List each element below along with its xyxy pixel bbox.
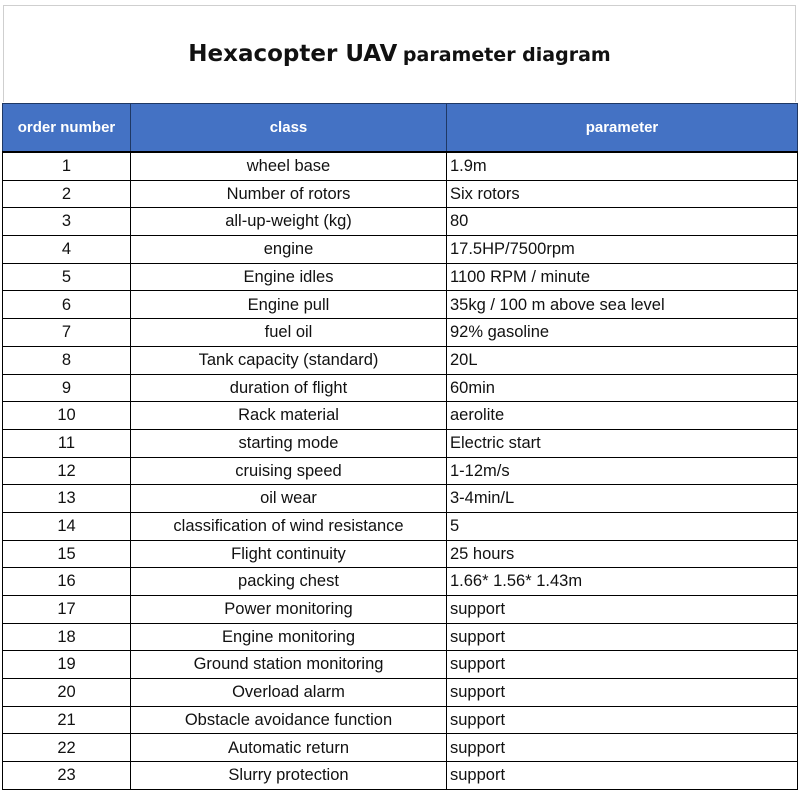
table-row [3,457,798,485]
parameter-cell: support [447,651,798,679]
class-cell: Tank capacity (standard) [131,346,447,374]
table-row [3,402,798,430]
parameter-cell: 20L [447,346,798,374]
parameter-cell: 5 [447,512,798,540]
order-number-cell: 22 [3,734,131,762]
table-row [3,236,798,264]
header-class: class [131,104,447,153]
table-body [3,152,798,789]
class-cell: packing chest [131,568,447,596]
header-parameter: parameter [447,104,798,153]
order-number-cell: 9 [3,374,131,402]
class-cell: Ground station monitoring [131,651,447,679]
parameter-cell: Six rotors [447,180,798,208]
class-cell: oil wear [131,485,447,513]
class-cell: Power monitoring [131,596,447,624]
table-row [3,706,798,734]
order-number-cell: 8 [3,346,131,374]
table-row [3,512,798,540]
parameter-cell: 92% gasoline [447,319,798,347]
table-row [3,762,798,790]
table-row [3,679,798,707]
class-cell: Obstacle avoidance function [131,706,447,734]
order-number-cell: 15 [3,540,131,568]
table-row [3,540,798,568]
parameter-cell: 3-4min/L [447,485,798,513]
parameter-cell: support [447,706,798,734]
order-number-cell: 12 [3,457,131,485]
parameter-cell: aerolite [447,402,798,430]
table-row [3,596,798,624]
table-row [3,374,798,402]
parameter-cell: support [447,679,798,707]
parameter-cell: 17.5HP/7500rpm [447,236,798,264]
title-main: Hexacopter UAV [188,40,398,67]
table-row [3,568,798,596]
parameter-cell: support [447,596,798,624]
table-row [3,180,798,208]
class-cell: fuel oil [131,319,447,347]
table-row [3,291,798,319]
parameter-cell: support [447,623,798,651]
table-row [3,485,798,513]
class-cell: wheel base [131,152,447,180]
table-row [3,346,798,374]
order-number-cell: 23 [3,762,131,790]
class-cell: cruising speed [131,457,447,485]
table-row [3,152,798,180]
class-cell: Flight continuity [131,540,447,568]
parameter-cell: 60min [447,374,798,402]
order-number-cell: 10 [3,402,131,430]
title-box [3,5,796,102]
parameter-cell: support [447,762,798,790]
order-number-cell: 2 [3,180,131,208]
table-row [3,651,798,679]
order-number-cell: 18 [3,623,131,651]
class-cell: Overload alarm [131,679,447,707]
order-number-cell: 11 [3,429,131,457]
parameter-cell: 1.9m [447,152,798,180]
title-sub: parameter diagram [402,43,611,66]
class-cell: Rack material [131,402,447,430]
parameter-cell: 1-12m/s [447,457,798,485]
order-number-cell: 7 [3,319,131,347]
class-cell: classification of wind resistance [131,512,447,540]
order-number-cell: 3 [3,208,131,236]
order-number-cell: 13 [3,485,131,513]
table-row [3,319,798,347]
class-cell: Slurry protection [131,762,447,790]
table-row [3,263,798,291]
header-order-number: order number [3,104,131,153]
parameter-cell: 35kg / 100 m above sea level [447,291,798,319]
class-cell: Engine monitoring [131,623,447,651]
table-row [3,734,798,762]
order-number-cell: 20 [3,679,131,707]
parameter-cell: 1100 RPM / minute [447,263,798,291]
class-cell: Engine pull [131,291,447,319]
class-cell: starting mode [131,429,447,457]
order-number-cell: 17 [3,596,131,624]
order-number-cell: 4 [3,236,131,264]
parameter-cell: Electric start [447,429,798,457]
table-row [3,623,798,651]
class-cell: Automatic return [131,734,447,762]
order-number-cell: 21 [3,706,131,734]
order-number-cell: 1 [3,152,131,180]
class-cell: Engine idles [131,263,447,291]
order-number-cell: 19 [3,651,131,679]
class-cell: engine [131,236,447,264]
class-cell: duration of flight [131,374,447,402]
parameter-cell: support [447,734,798,762]
table-row [3,208,798,236]
header-row [3,104,798,153]
page-title [188,40,611,67]
parameter-cell: 25 hours [447,540,798,568]
order-number-cell: 16 [3,568,131,596]
parameter-cell: 80 [447,208,798,236]
class-cell: all-up-weight (kg) [131,208,447,236]
order-number-cell: 5 [3,263,131,291]
parameter-cell: 1.66* 1.56* 1.43m [447,568,798,596]
order-number-cell: 6 [3,291,131,319]
class-cell: Number of rotors [131,180,447,208]
order-number-cell: 14 [3,512,131,540]
table-row [3,429,798,457]
parameter-table [2,103,798,790]
